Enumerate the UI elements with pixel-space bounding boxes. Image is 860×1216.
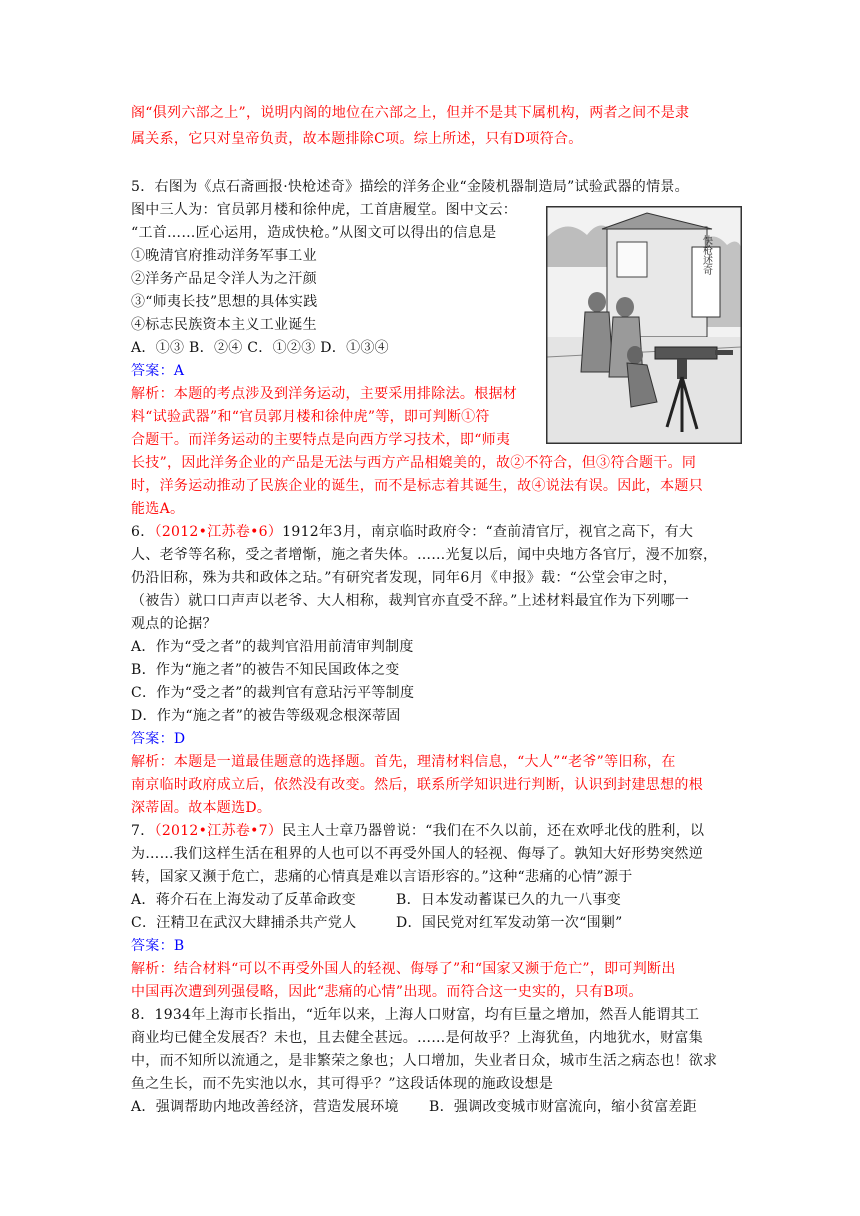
q5-item: ④标志民族资本主义工业诞生	[131, 317, 317, 333]
q6-explanation-line: 深蒂固。故本题选D。	[131, 800, 272, 816]
q6-option-a: A．作为“受之者”的裁判官沿用前清审判制度	[131, 639, 414, 655]
q6-stem-line	[131, 521, 693, 543]
q6-stem-text: 1912年3月，南京临时政府令：“查前清官厅，视官之高下，有大	[282, 524, 694, 540]
q6-stem-line: 人、老爷等名称，受之者增惭，施之者失体。……光复以后，闻中央地方各官厅，漫不加察，	[131, 547, 718, 563]
q8-options-row	[131, 1096, 741, 1118]
q8-stem-line: 鱼之生长，而不先实池以水，其可得乎？”这段话体现的施政设想是	[131, 1076, 554, 1092]
q5-options: A．①③ B．②④ C．①②③ D．①③④	[131, 340, 389, 356]
q7-options-row	[131, 889, 741, 911]
q6-option-c: C．作为“受之者”的裁判官有意玷污平等制度	[131, 685, 415, 701]
q5-explanation-line: 能选A。	[131, 501, 185, 517]
q5-stem-line: 5．右图为《点石斋画报·快枪述奇》描绘的洋务企业“金陵机器制造局”试验武器的情景。	[131, 179, 689, 195]
q7-option-b: B．日本发动蓄谋已久的九一八事变	[396, 892, 622, 908]
q7-explanation-line: 解析：结合材料“可以不再受外国人的轻视、侮辱了”和“国家又濒于危亡”，即可判断出	[131, 961, 676, 977]
q7-option-d: D．国民党对红军发动第一次“围剿”	[396, 915, 623, 931]
q7-answer: 答案：B	[131, 938, 185, 954]
prev-explanation-line: 属关系，它只对皇帝负责，故本题排除C项。综上所述，只有D项符合。	[131, 131, 583, 147]
q6-source-tag: （2012•江苏卷•6）	[154, 524, 283, 540]
q5-item: ②洋务产品足令洋人为之汗颜	[131, 271, 317, 287]
q8-option-b: B．强调改变城市财富流向，缩小贫富差距	[429, 1099, 697, 1115]
q7-number: 7．	[131, 823, 155, 839]
q7-stem-line	[131, 820, 704, 842]
q7-stem-line: 为……我们这样生活在租界的人也可以不再受外国人的轻视、侮辱了。孰知大好形势突然逆	[131, 846, 703, 862]
q7-option-a: A．蒋介石在上海发动了反革命政变	[131, 892, 356, 908]
q5-explanation-line: 解析：本题的考点涉及到洋务运动，主要采用排除法。根据材	[131, 386, 518, 402]
q6-explanation-line: 南京临时政府成立后，依然没有改变。然后，联系所学知识进行判断，认识到封建思想的根	[131, 777, 703, 793]
q5-stem-line: “工首……匠心运用，造成快枪。”从图文可以得出的信息是	[131, 225, 497, 241]
q7-explanation-line: 中国再次遭到列强侵略，因此“悲痛的心情”出现。而符合这一史实的，只有B项。	[131, 984, 643, 1000]
q7-option-c: C．汪精卫在武汉大肆捕杀共产党人	[131, 915, 357, 931]
q6-answer: 答案：D	[131, 731, 186, 747]
q5-stem-line: 图中三人为：官员郭月楼和徐仲虎，工首唐履堂。图中文云：	[131, 202, 518, 218]
q5-explanation-line: 料“试验武器”和“官员郭月楼和徐仲虎”等，即可判断①符	[131, 409, 490, 425]
q6-option-b: B．作为“施之者”的被告不知民国政体之变	[131, 662, 400, 678]
q7-stem-text: 民主人士章乃器曾说：“我们在不久以前，还在欢呼北伐的胜利，以	[282, 823, 705, 839]
q8-stem-line: 中，而不知所以流通之，是非繁荣之象也；人口增加，失业者日众，城市生活之病态也！欲求	[131, 1053, 718, 1069]
q5-explanation-line: 时，洋务运动推动了民族企业的诞生，而不是标志着其诞生，故④说法有误。因此，本题只	[131, 478, 703, 494]
q5-answer: 答案：A	[131, 363, 185, 379]
q6-stem-line: 仍沿旧称，殊为共和政体之玷。”有研究者发现，同年6月《申报》载：“公堂会审之时，	[131, 570, 678, 586]
q5-explanation-line: 长技”，因此洋务企业的产品是无法与西方产品相媲美的，故②不符合，但③符合题干。同	[131, 455, 697, 471]
q7-stem-line: 转，国家又濒于危亡，悲痛的心情真是难以言语形容的。”这种“悲痛的心情”源于	[131, 869, 633, 885]
illustration-drawing	[547, 207, 741, 443]
q6-number: 6．	[131, 524, 155, 540]
prev-explanation-line: 阁“俱列六部之上”，说明内阁的地位在六部之上，但并不是其下属机构，两者之间不是隶	[131, 105, 690, 121]
q5-explanation-line: 合题干。而洋务运动的主要特点是向西方学习技术，即“师夷	[131, 432, 511, 448]
q6-stem-line: （被告）就口口声声以老爷、大人相称，裁判官亦直受不辞。”上述材料最宜作为下列哪一	[131, 593, 690, 609]
illustration-caption: 快枪述奇	[700, 235, 712, 275]
machine-gun-illustration	[546, 206, 742, 444]
q6-stem-line: 观点的论据？	[131, 616, 217, 632]
q5-item: ①晚清官府推动洋务军事工业	[131, 248, 317, 264]
q8-stem-line: 商业均已健全发展否？未也，且去健全甚远。……是何故乎？上海犹鱼，内地犹水，财富集	[131, 1030, 703, 1046]
q6-explanation-line: 解析：本题是一道最佳题意的选择题。首先，理清材料信息，“大人”“老爷”等旧称，在	[131, 754, 676, 770]
q7-options-row	[131, 912, 741, 934]
q8-option-a: A．强调帮助内地改善经济，营造发展环境	[131, 1099, 399, 1115]
q5-item: ③“师夷长技”思想的具体实践	[131, 294, 318, 310]
q6-option-d: D．作为“施之者”的被告等级观念根深蒂固	[131, 708, 401, 724]
q8-stem-line: 8．1934年上海市长指出，“近年以来，上海人口财富，均有巨量之增加，然吾人能谓其工	[131, 1007, 700, 1023]
q7-source-tag: （2012•江苏卷•7）	[154, 823, 283, 839]
